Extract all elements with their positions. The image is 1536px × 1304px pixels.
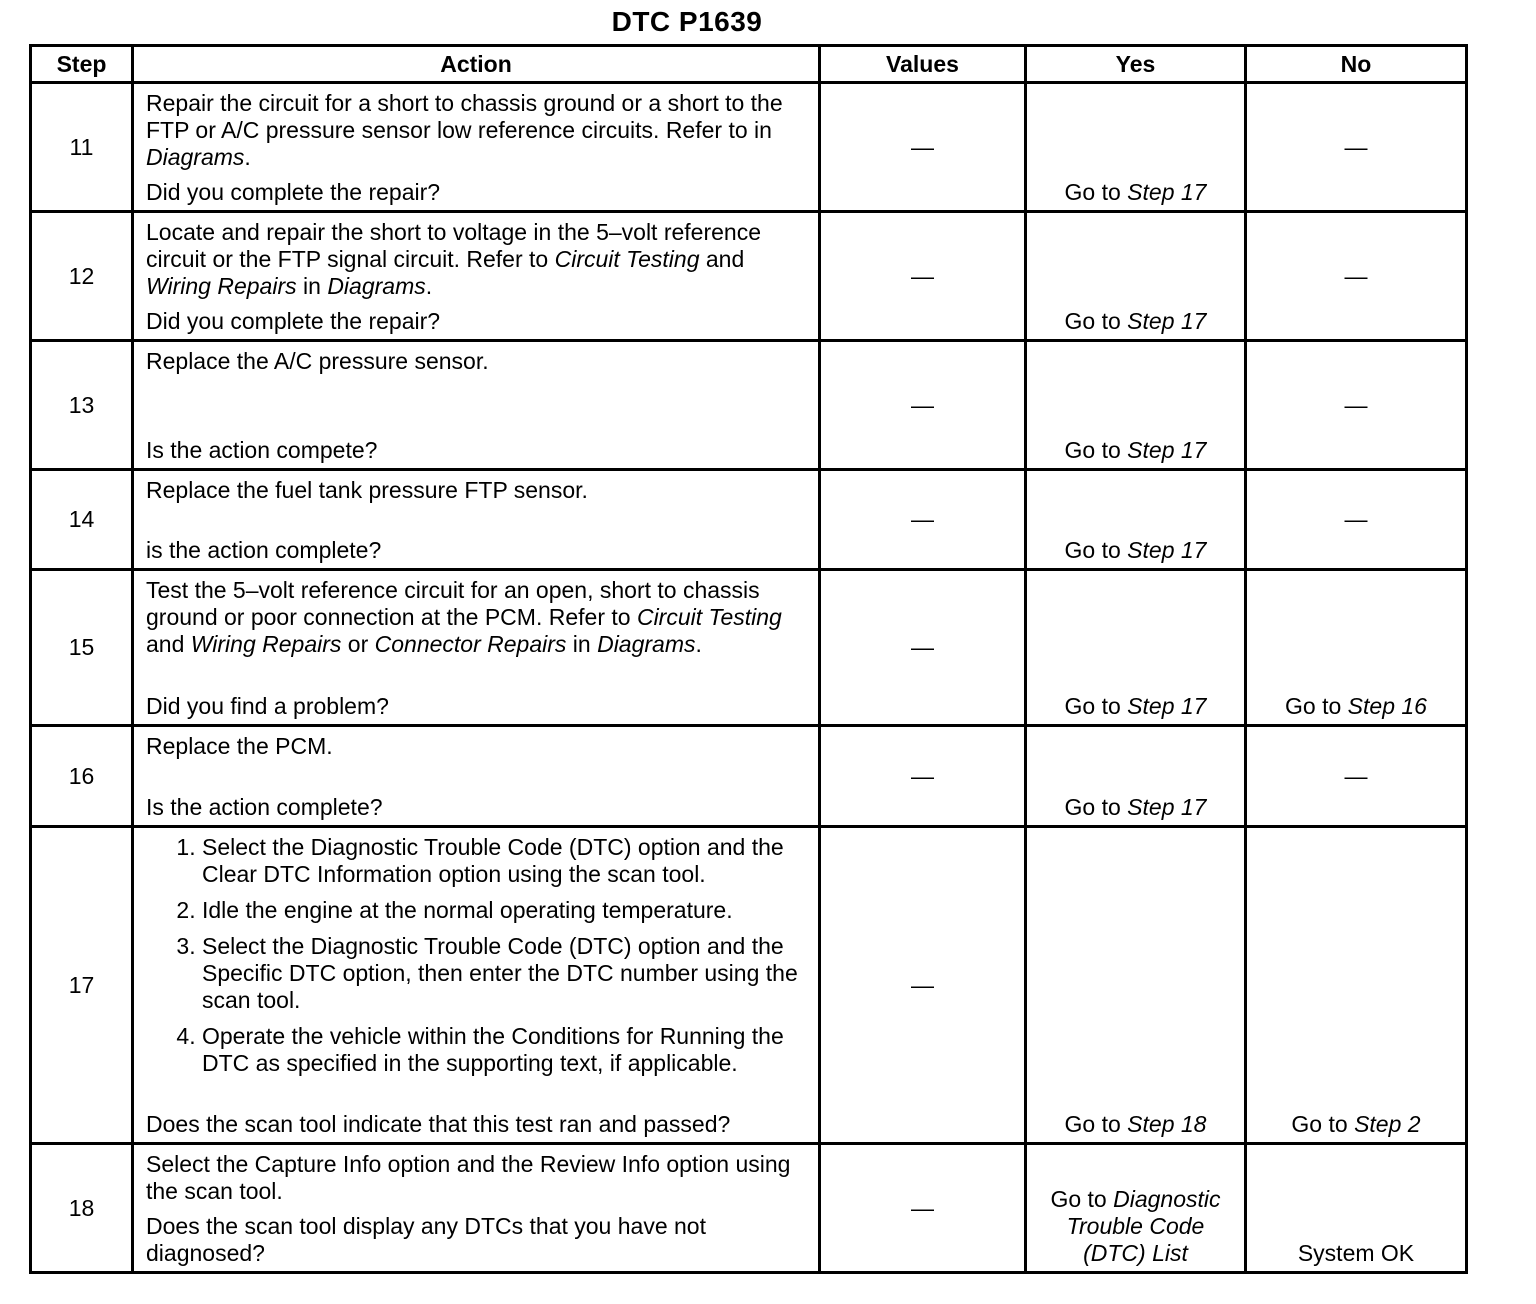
action-question: Does the scan tool display any DTCs that you have not diagnosed?: [146, 1213, 706, 1266]
table-row: [31, 341, 1467, 470]
no-cell: System OK: [1246, 1144, 1467, 1273]
yes-cell: Go to Step 17: [1026, 470, 1246, 570]
action-cell: [133, 827, 820, 1144]
table-row: [31, 212, 1467, 341]
header-step: Step: [31, 46, 133, 83]
values-cell: —: [820, 212, 1026, 341]
table-row: [31, 570, 1467, 726]
action-cell: [133, 341, 820, 470]
values-cell: —: [820, 570, 1026, 726]
action-question: Is the action complete?: [146, 794, 383, 820]
step-number: 12: [31, 212, 133, 341]
header-action: Action: [133, 46, 820, 83]
table-row: [31, 83, 1467, 212]
no-cell: —: [1246, 726, 1467, 827]
action-question: Did you find a problem?: [146, 693, 389, 719]
values-cell: —: [820, 341, 1026, 470]
values-cell: —: [820, 83, 1026, 212]
values-cell: —: [820, 1144, 1026, 1273]
step-number: 16: [31, 726, 133, 827]
list-item: 1. Select the Diagnostic Trouble Code (DTC) option and the Clear DTC Information option using the scan tool.: [202, 834, 808, 888]
table-row: [31, 827, 1467, 1144]
action-text: Replace the A/C pressure sensor.: [146, 348, 489, 374]
yes-cell: Go to Step 17: [1026, 726, 1246, 827]
action-cell: [133, 212, 820, 341]
no-cell: —: [1246, 341, 1467, 470]
action-question: Is the action compete?: [146, 437, 378, 463]
yes-cell: Go to Diagnostic Trouble Code (DTC) List: [1026, 1144, 1246, 1273]
list-item: 4. Operate the vehicle within the Conditions for Running the DTC as specified in the supporting text, if applicable.: [202, 1023, 808, 1077]
list-item: 2. Idle the engine at the normal operating temperature.: [202, 897, 808, 924]
values-cell: —: [820, 827, 1026, 1144]
yes-cell: Go to Step 17: [1026, 83, 1246, 212]
action-cell: [133, 570, 820, 726]
header-values: Values: [820, 46, 1026, 83]
step-number: 15: [31, 570, 133, 726]
table-row: [31, 1144, 1467, 1273]
step-number: 11: [31, 83, 133, 212]
header-row: [31, 46, 1467, 83]
action-text: Repair the circuit for a short to chassis ground or a short to the FTP or A/C pressure sensor low reference circuits. Refer to in Diagrams.: [146, 90, 783, 170]
action-cell: [133, 470, 820, 570]
action-cell: [133, 1144, 820, 1273]
no-cell: Go to Step 2: [1246, 827, 1467, 1144]
step-number: 18: [31, 1144, 133, 1273]
action-text: Locate and repair the short to voltage in the 5–volt reference circuit or the FTP signal circuit. Refer to Circuit Testing and Wiring Repairs in Diagrams.: [146, 219, 762, 299]
action-cell: [133, 726, 820, 827]
no-cell: —: [1246, 470, 1467, 570]
dtc-table: [29, 44, 1468, 1274]
instruction-list: [146, 834, 808, 1086]
list-item: 3. Select the Diagnostic Trouble Code (DTC) option and the Specific DTC option, then enter the DTC number using the scan tool.: [202, 933, 808, 1014]
yes-cell: Go to Step 17: [1026, 341, 1246, 470]
yes-cell: Go to Step 18: [1026, 827, 1246, 1144]
table-row: [31, 726, 1467, 827]
header-yes: Yes: [1026, 46, 1246, 83]
page-title: DTC P1639: [611, 6, 763, 37]
header-no: No: [1246, 46, 1467, 83]
step-number: 17: [31, 827, 133, 1144]
action-cell: [133, 83, 820, 212]
action-text: Test the 5–volt reference circuit for an open, short to chassis ground or poor connection at the PCM. Refer to Circuit Testing and Wiring Repairs or Connector Repairs in Diagrams.: [146, 577, 782, 657]
action-question: Does the scan tool indicate that this test ran and passed?: [146, 1111, 731, 1137]
yes-cell: Go to Step 17: [1026, 212, 1246, 341]
action-question: Did you complete the repair?: [146, 308, 441, 334]
action-text: Select the Capture Info option and the Review Info option using the scan tool.: [146, 1151, 791, 1204]
no-cell: —: [1246, 212, 1467, 341]
step-number: 13: [31, 341, 133, 470]
action-text: Replace the PCM.: [146, 733, 333, 759]
yes-cell: Go to Step 17: [1026, 570, 1246, 726]
values-cell: —: [820, 470, 1026, 570]
step-number: 14: [31, 470, 133, 570]
table-row: [31, 470, 1467, 570]
values-cell: —: [820, 726, 1026, 827]
action-question: Did you complete the repair?: [146, 179, 441, 205]
action-text: Replace the fuel tank pressure FTP sensor.: [146, 477, 588, 503]
no-cell: Go to Step 16: [1246, 570, 1467, 726]
no-cell: —: [1246, 83, 1467, 212]
action-question: is the action complete?: [146, 537, 382, 563]
